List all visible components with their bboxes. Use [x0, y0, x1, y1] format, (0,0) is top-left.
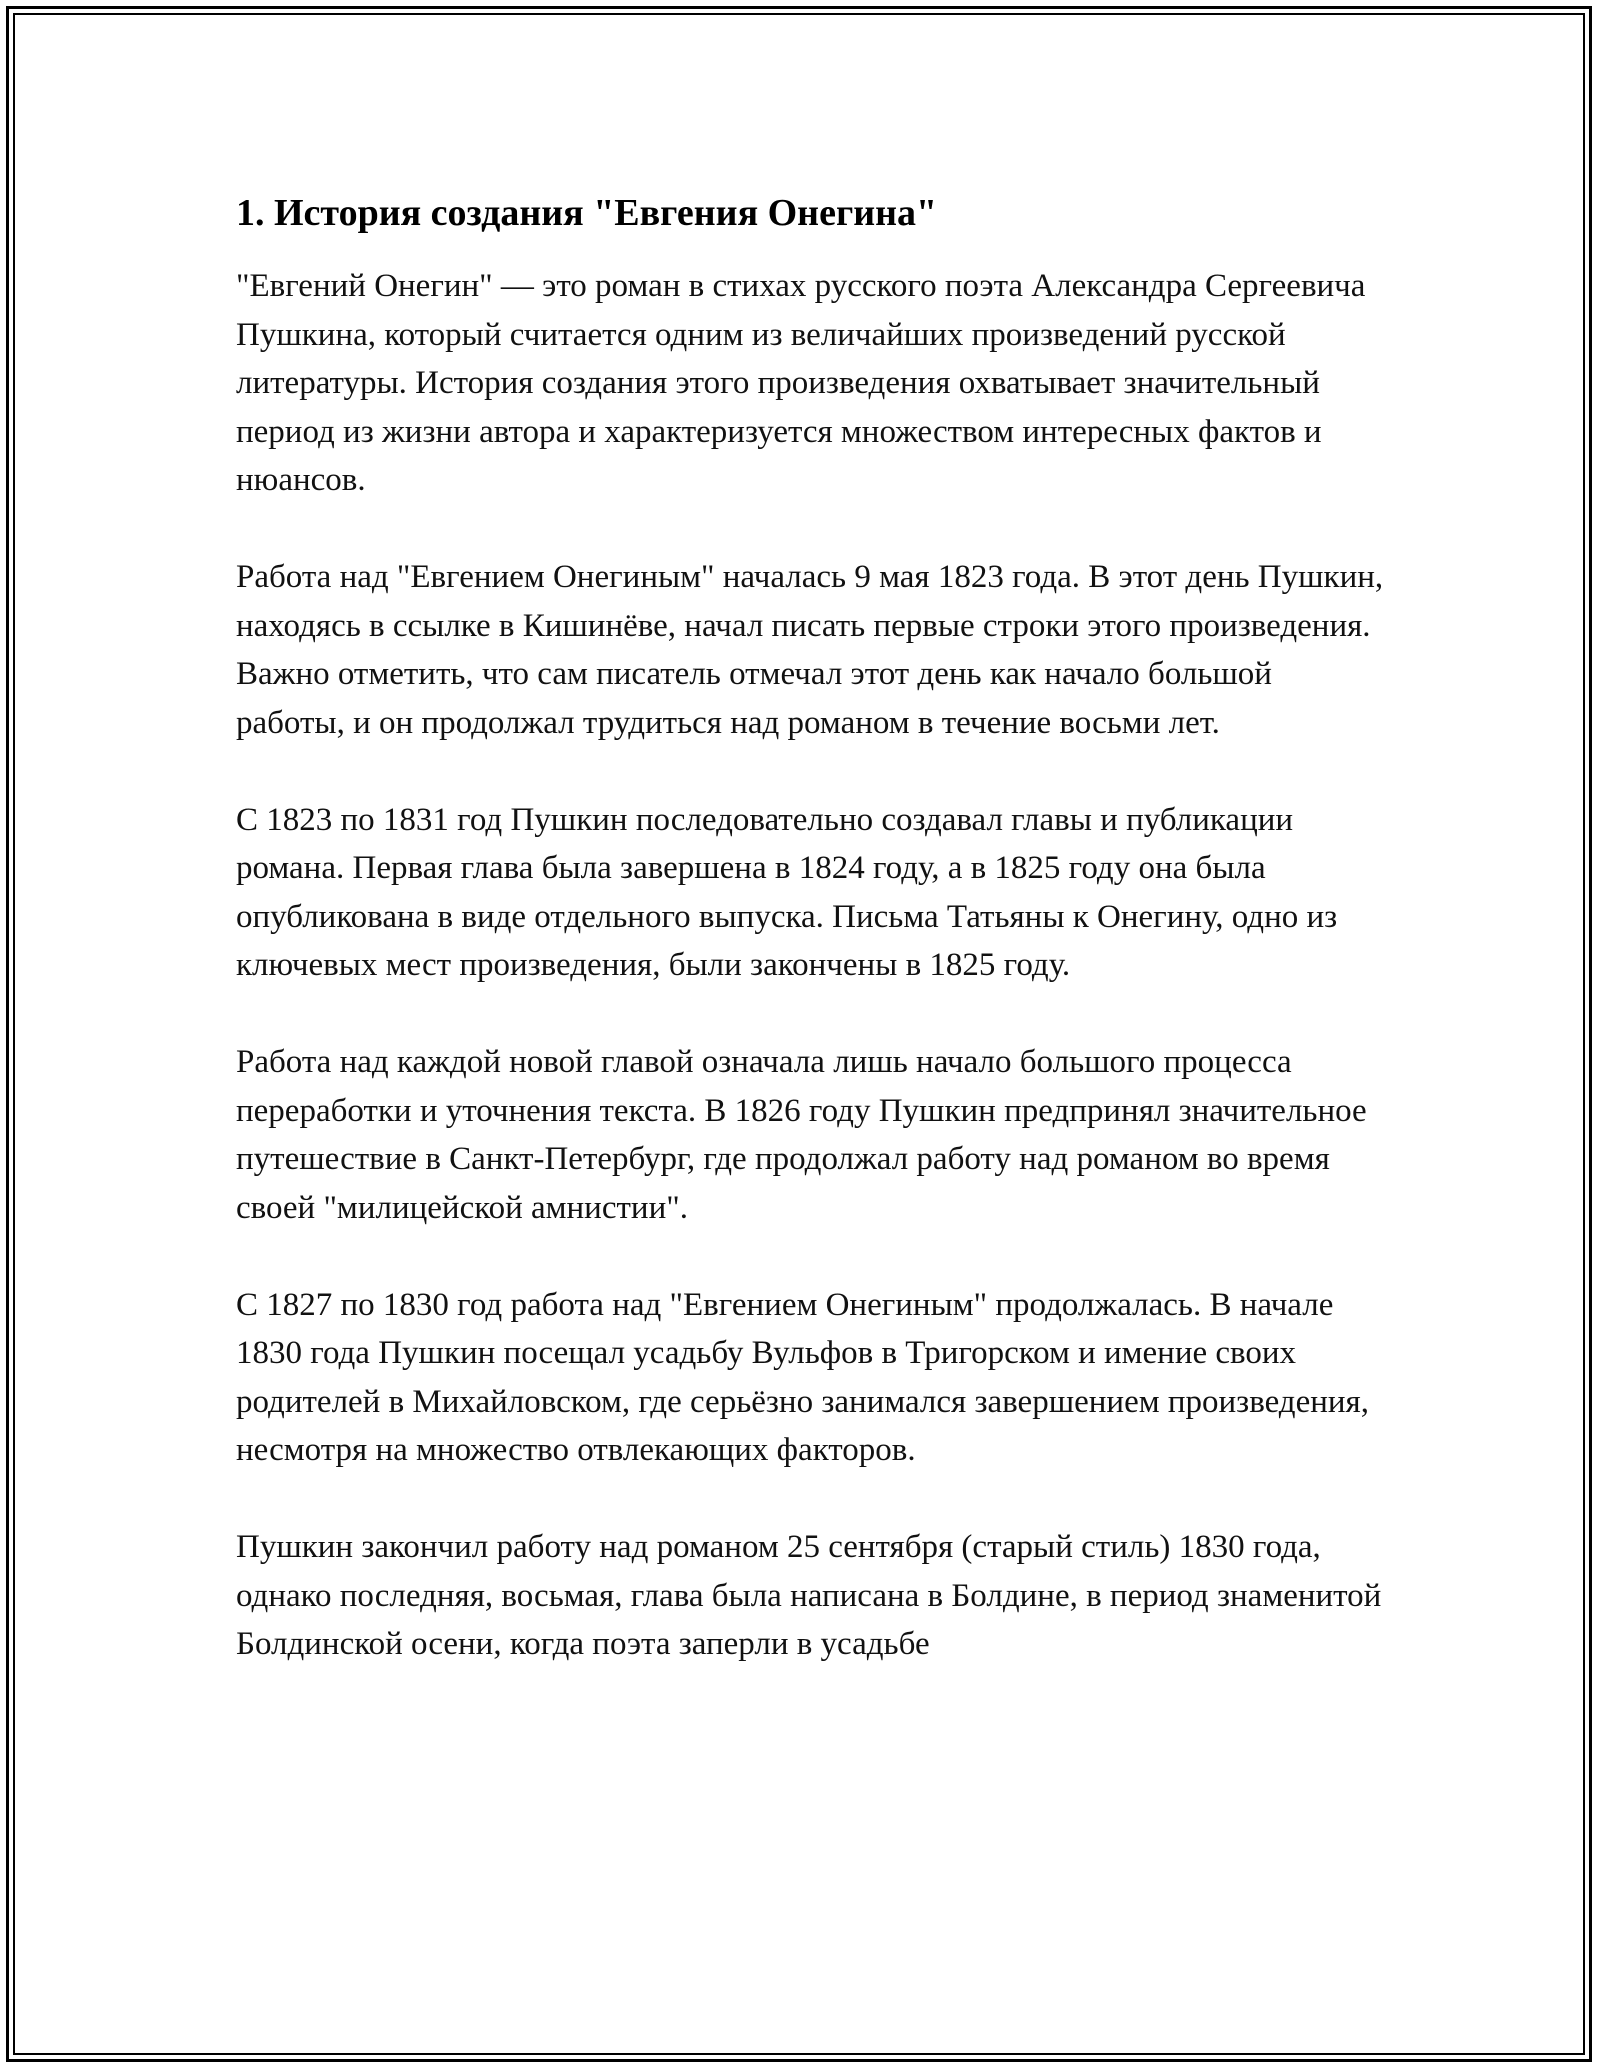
paragraph-revision-1826: Работа над каждой новой главой означала лишь начало большого процесса переработки и уточнения текста. В 1826 году Пушкин предпринял значительное путешествие в Санкт-Петербург, где продолжал работу над романом во время своей "милицейской амнистии".	[236, 1044, 1367, 1226]
paragraph-1827-1830: С 1827 по 1830 год работа над "Евгением Онегиным" продолжалась. В начале 1830 года Пушкин посещал усадьбу Вульфов в Тригорском и имение своих родителей в Михайловском, где серьёзно занимался завершением произведения, несмотря на множество отвлекающих факторов.	[236, 1286, 1369, 1468]
paragraph-completion: Пушкин закончил работу над романом 25 сентября (старый стиль) 1830 года, однако последняя, восьмая, глава была написана в Болдине, в период знаменитой Болдинской осени, когда поэта заперли в усадьбе	[236, 1529, 1382, 1662]
paragraph-start-of-work: Работа над "Евгением Онегиным" началась 9 мая 1823 года. В этот день Пушкин, находясь в ссылке в Кишинёве, начал писать первые строки этого произведения. Важно отметить, что сам писатель отмечал этот день как начало большой работы, и он продолжал трудиться над романом в течение восьми лет.	[236, 559, 1384, 741]
paragraph-intro: "Евгений Онегин" — это роман в стихах русского поэта Александра Сергеевича Пушкина, который считается одним из величайших произведений русской литературы. История создания этого произведения охватывает значительный период из жизни автора и характеризуется множеством интересных фактов и нюансов.	[236, 268, 1366, 498]
section-heading: 1. История создания "Евгения Онегина"	[236, 192, 938, 234]
paragraph-chapters-1823-1831: С 1823 по 1831 год Пушкин последовательно создавал главы и публикации романа. Первая глава была завершена в 1824 году, а в 1825 году она была опубликована в виде отдельного выпуска. Письма Татьяны к Онегину, одно из ключевых мест произведения, были закончены в 1825 году.	[236, 801, 1338, 983]
document-body	[236, 186, 1386, 1669]
